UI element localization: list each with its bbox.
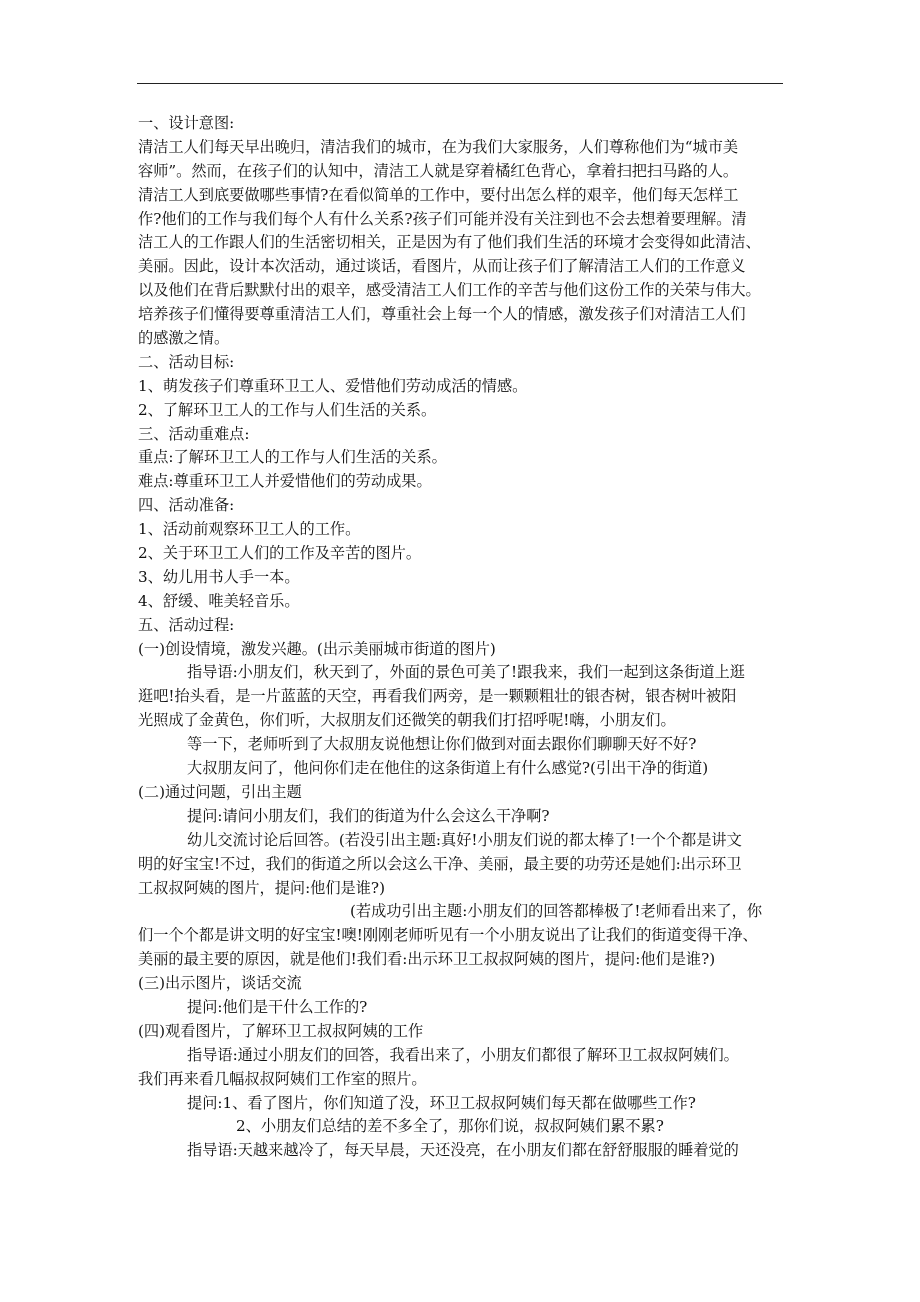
text-line: 美丽。因此，设计本次活动，通过谈话，看图片，从而让孩子们了解清洁工人们的工作意义	[138, 257, 746, 276]
text-line: 作?他们的工作与我们每个人有什么关系?孩子们可能并没有关注到也不会去想着要理解。清	[138, 209, 747, 228]
text-line: 三、活动重难点:	[138, 424, 250, 443]
text-line: 美丽的最主要的原因，就是他们!我们看:出示环卫工叔叔阿姨的图片，提问:他们是谁?)	[138, 950, 716, 969]
text-line: (一)创设情境，激发兴趣。(出示美丽城市街道的图片)	[138, 639, 496, 658]
text-line: 二、活动目标:	[138, 352, 235, 371]
text-line: 光照成了金黄色，你们听，大叔朋友们还微笑的朝我们打招呼呢!嗨，小朋友们。	[138, 711, 676, 730]
text-line: 4、舒缓、唯美轻音乐。	[138, 591, 300, 610]
text-line: 以及他们在背后默默付出的艰辛，感受清洁工人们工作的辛苦与他们这份工作的关荣与伟大。	[138, 281, 761, 300]
text-line: 清洁工人到底要做哪些事情?在看似简单的工作中，要付出怎么样的艰辛，他们每天怎样工	[138, 185, 739, 204]
text-line: 一、设计意图:	[138, 114, 235, 132]
header-rule	[137, 83, 783, 84]
text-line: 1、萌发孩子们尊重环卫工人、爱惜他们劳动成活的情感。	[138, 376, 528, 395]
text-line: 指导语:通过小朋友们的回答，我看出来了，小朋友们都很了解环卫工叔叔阿姨们。	[187, 1045, 739, 1064]
text-line: 2、关于环卫工人们的工作及辛苦的图片。	[138, 544, 422, 563]
text-line: 1、活动前观察环卫工人的工作。	[138, 520, 361, 539]
text-line: 清洁工人们每天早出晚归，清洁我们的城市，在为我们大家服务，人们尊称他们为“城市美	[138, 137, 739, 156]
text-line: 提问:他们是干什么工作的?	[187, 997, 368, 1016]
text-line: (三)出示图片，谈话交流	[138, 974, 302, 993]
text-line: 容师”。然而，在孩子们的认知中，清洁工人就是穿着橘红色背心，拿着扫把扫马路的人。	[138, 161, 739, 180]
text-line: 2、了解环卫工人的工作与人们生活的关系。	[138, 400, 437, 419]
text-line: 幼儿交流讨论后回答。(若没引出主题:真好!小朋友们说的都太棒了!一个个都是讲文	[187, 830, 742, 849]
text-line: 重点:了解环卫工人的工作与人们生活的关系。	[138, 448, 447, 467]
text-line: 难点:尊重环卫工人并爱惜他们的劳动成果。	[138, 472, 432, 491]
text-line: (四)观看图片，了解环卫工叔叔阿姨的工作	[138, 1021, 424, 1040]
text-line: 明的好宝宝!不过，我们的街道之所以会这么干净、美丽，最主要的功劳还是她们:出示环卫	[138, 854, 742, 873]
text-line: 们一个个都是讲文明的好宝宝!噢!刚刚老师听见有一个小朋友说出了让我们的街道变得干净、	[138, 926, 758, 945]
text-line: 工叔叔阿姨的图片，提问:他们是谁?)	[138, 878, 385, 897]
text-line: (二)通过问题，引出主题	[138, 782, 302, 801]
text-line: 提问:1、看了图片，你们知道了没，环卫工叔叔阿姨们每天都在做哪些工作?	[187, 1093, 696, 1112]
text-line: 洁工人的工作跟人们的生活密切相关，正是因为有了他们我们生活的环境才会变得如此清洁、	[138, 233, 761, 252]
text-line: (若成功引出主题:小朋友们的回答都棒极了!老师看出来了，你	[350, 902, 763, 921]
text-line: 2、小朋友们总结的差不多全了，那你们说，叔叔阿姨们累不累?	[236, 1117, 664, 1136]
document-body	[138, 112, 788, 1163]
text-line: 五、活动过程:	[138, 615, 235, 634]
text-line: 大叔朋友问了，他问你们走在他住的这条街道上有什么感觉?(引出干净的街道)	[187, 759, 709, 778]
text-line: 的感激之情。	[138, 329, 230, 348]
text-line: 逛吧!抬头看，是一片蓝蓝的天空，再看我们两旁，是一颗颗粗壮的银杏树，银杏树叶被阳	[138, 687, 737, 706]
text-line: 提问:请问小朋友们，我们的街道为什么会这么干净啊?	[187, 806, 550, 825]
text-line: 3、幼儿用书人手一本。	[138, 567, 300, 586]
text-line: 四、活动准备:	[138, 496, 235, 515]
text-line: 等一下，老师听到了大叔朋友说他想让你们做到对面去跟你们聊聊天好不好?	[187, 735, 697, 754]
text-line: 指导语:小朋友们，秋天到了，外面的景色可美了!跟我来，我们一起到这条街道上逛	[187, 663, 745, 682]
text-line: 指导语:天越来越冷了，每天早晨，天还没亮，在小朋友们都在舒舒服服的睡着觉的	[187, 1141, 739, 1160]
text-line: 我们再来看几幅叔叔阿姨们工作室的照片。	[138, 1069, 427, 1088]
text-line: 培养孩子们懂得要尊重清洁工人们，尊重社会上每一个人的情感，激发孩子们对清洁工人们	[138, 305, 746, 324]
